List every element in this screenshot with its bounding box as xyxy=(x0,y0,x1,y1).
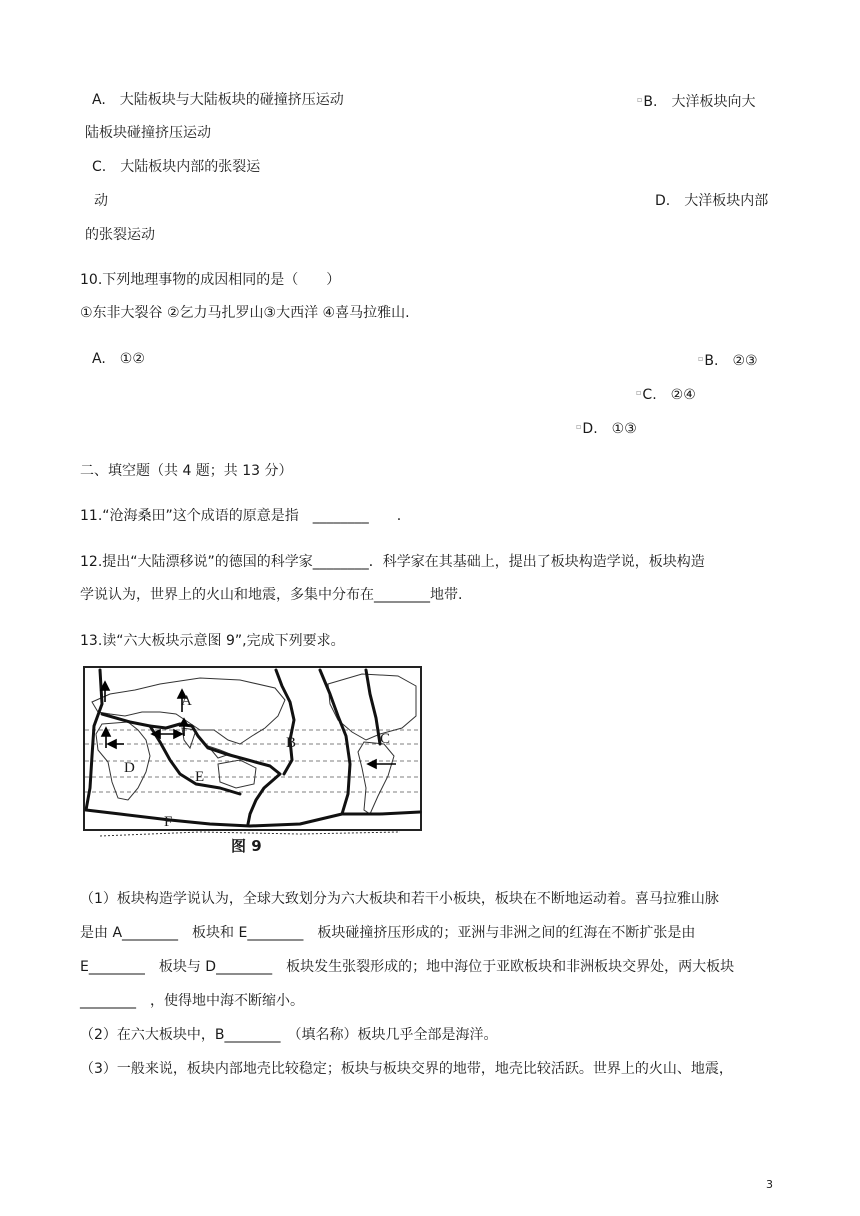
plate-label-c: C xyxy=(380,731,391,747)
q13-stem: 13.读“六大板块示意图 9”,完成下列要求。 xyxy=(80,633,345,649)
plate-label-b: B xyxy=(286,735,297,751)
plate-label-e: E xyxy=(195,769,205,785)
q10-stem: 10.下列地理事物的成因相同的是（ ） xyxy=(80,272,341,288)
q9-option-c: C. 大陆板块内部的张裂运 xyxy=(92,159,261,175)
option-marker-icon: ▫ xyxy=(576,422,582,431)
q13-part1-line1: （1）板块构造学说认为，全球大致划分为六大板块和若干小板块，板块在不断地运动着。喜马拉雅山脉 xyxy=(80,891,719,907)
q9-option-d-cont: 的张裂运动 xyxy=(85,227,155,243)
q10-option-c xyxy=(636,384,696,404)
q10-option-d xyxy=(576,418,637,438)
q10-option-d-text: D. ①③ xyxy=(582,421,637,437)
q9-option-b-cont: 陆板块碰撞挤压运动 xyxy=(85,125,211,141)
q9-option-c-cont: 动 xyxy=(94,193,108,209)
q13-part1-line4: ________ ，使得地中海不断缩小。 xyxy=(80,993,304,1009)
section-heading: 二、填空题（共 4 题；共 13 分） xyxy=(80,463,293,479)
plate-label-a: A xyxy=(181,693,192,709)
q13-part1-line3: E________ 板块与 D________ 板块发生张裂形成的；地中海位于亚欧板块和非洲板块交界处，两大板块 xyxy=(80,959,735,975)
q10-items: ①东非大裂谷 ②乞力马扎罗山③大西洋 ④喜马拉雅山. xyxy=(80,305,410,321)
page-number: 3 xyxy=(766,1178,773,1191)
plate-label-d: D xyxy=(124,760,135,776)
q12-line-1: 12.提出“大陆漂移说”的德国的科学家________．科学家在其基础上，提出了板块构造学说，板块构造 xyxy=(80,554,705,570)
option-marker-icon: ▫ xyxy=(698,354,704,363)
q12-line-2: 学说认为，世界上的火山和地震，多集中分布在________地带. xyxy=(80,587,463,603)
q13-part3: （3）一般来说，板块内部地壳比较稳定；板块与板块交界的地带，地壳比较活跃。世界上的火山、地震， xyxy=(80,1061,733,1077)
q10-option-c-text: C. ②④ xyxy=(642,387,696,403)
option-marker-icon: ▫ xyxy=(636,388,642,397)
option-marker-icon: ▫ xyxy=(637,95,643,104)
figure-caption: 图 9 xyxy=(231,837,262,855)
q10-option-a: A. ①② xyxy=(92,351,145,367)
q9-option-a: A. 大陆板块与大陆板块的碰撞挤压运动 xyxy=(92,92,344,108)
q10-option-b-text: B. ②③ xyxy=(704,353,758,369)
q13-part2: （2）在六大板块中，B________ （填名称）板块几乎全部是海洋。 xyxy=(80,1027,498,1043)
plate-label-f: F xyxy=(164,814,173,830)
q9-option-d: D. 大洋板块内部 xyxy=(655,193,769,209)
q9-option-b xyxy=(637,91,755,111)
plates-map-figure xyxy=(80,664,425,860)
q11-text: 11.“沧海桑田”这个成语的原意是指 ________ . xyxy=(80,508,402,524)
q9-option-b-text: B. 大洋板块向大 xyxy=(643,94,756,110)
q10-option-b xyxy=(698,350,758,370)
q13-part1-line2: 是由 A________ 板块和 E________ 板块碰撞挤压形成的；亚洲与非洲之间的红海在不断扩张是由 xyxy=(80,925,696,941)
